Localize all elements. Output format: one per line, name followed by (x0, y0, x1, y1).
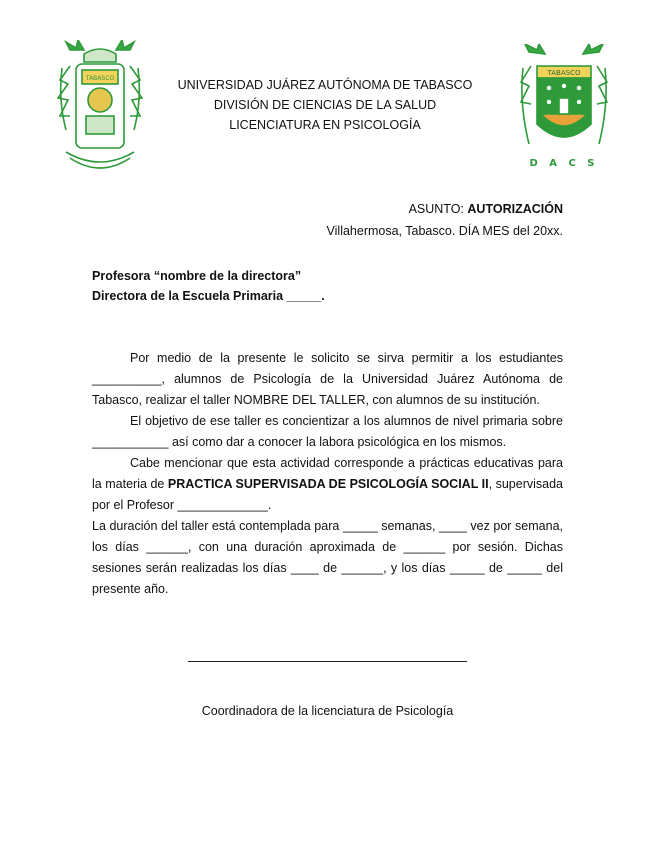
institution-header (150, 75, 500, 135)
letter-body (92, 348, 563, 600)
course-supervisor-text: , supervisada por el Profesor _____________. (92, 477, 563, 512)
body-paragraph-course (92, 453, 563, 516)
subject-label: ASUNTO: (408, 202, 464, 216)
ujat-crest-logo (56, 40, 144, 176)
crest-top-text: TABASCO (547, 69, 581, 77)
signature-line (188, 661, 467, 662)
crest-top-text: TABASCO (85, 75, 115, 82)
subject-line (409, 202, 563, 216)
header-university: UNIVERSIDAD JUÁREZ AUTÓNOMA DE TABASCO (177, 78, 473, 92)
crest-bottom-text: D A C S (529, 158, 599, 169)
place-date-line: Villahermosa, Tabasco. DÍA MES del 20xx. (326, 224, 563, 238)
addressee-name: Profesora “nombre de la directora” (92, 269, 302, 283)
addressee-block (92, 266, 325, 306)
signer-title: Coordinadora de la licenciatura de Psicología (201, 704, 454, 718)
course-intro-text: Cabe mencionar que esta actividad corresponde a prácticas educativas para la materia de (92, 456, 563, 491)
addressee-title: Directora de la Escuela Primaria _____. (92, 289, 325, 303)
header-program: LICENCIATURA EN PSICOLOGÍA (229, 118, 421, 132)
dacs-crest-logo (519, 44, 609, 174)
body-paragraph-request: Por medio de la presente le solicito se sirva permitir a los estudiantes __________, alumnos de Psicología de la Universidad Juárez Autónoma de Tabasco, realizar el taller NOMBRE DEL TALLER, con alumnos de su institución. (92, 351, 563, 407)
subject-value: AUTORIZACIÓN (467, 202, 563, 216)
body-paragraph-duration: La duración del taller está contemplada para _____ semanas, ____ vez por semana, los días ______, con una duración aproximada de ______ por sesión. Dichas sesiones serán realizadas los días ____ de ______, y los días _____ de _____ del presente año. (92, 519, 563, 596)
course-name: PRACTICA SUPERVISADA DE PSICOLOGÍA SOCIAL II (167, 477, 489, 491)
body-paragraph-objective: El objetivo de ese taller es concientizar a los alumnos de nivel primaria sobre ___________ así como dar a conocer la labora psicológica en los mismos. (92, 414, 563, 449)
header-division: DIVISIÓN DE CIENCIAS DE LA SALUD (213, 98, 437, 112)
